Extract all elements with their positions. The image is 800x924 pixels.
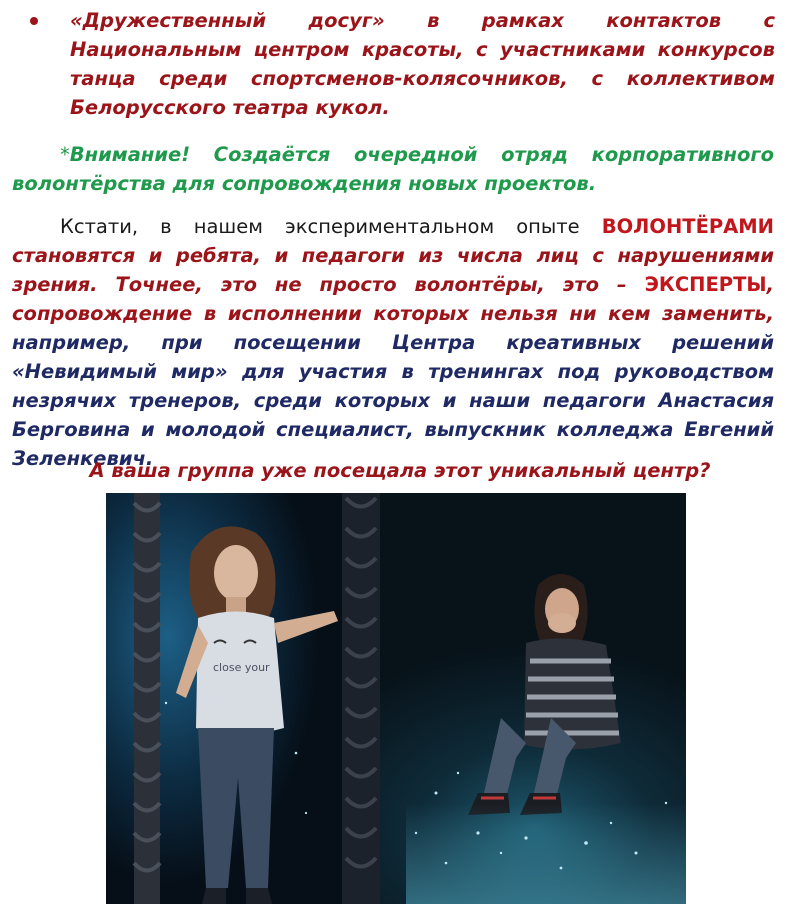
bullet-body: в рамках контактов с Национальным центром красоты, с участниками конкурсов танца среди спортсменов-колясочников, с коллективом Белорусского театра кукол. — [70, 9, 776, 119]
notice-asterisk: * — [60, 143, 70, 166]
main-part-2: , сопровождение в исполнении которых нельзя ни кем заменить, — [12, 273, 774, 325]
shirt-print-text: close your — [213, 661, 270, 674]
volunteers-word: ВОЛОНТЁРАМИ — [601, 215, 774, 238]
floor-glow — [406, 803, 686, 904]
photo-invisible-world — [106, 493, 686, 904]
question-heading: А ваша группа уже посещала этот уникальный центр? — [89, 459, 711, 482]
bullet-dot-icon — [30, 17, 38, 25]
bullet-text — [70, 6, 775, 122]
main-part-1: становятся и ребята, и педагоги из числа лиц с нарушениями зрения. Точнее, это не просто волонтёры, это – — [12, 244, 774, 296]
bullet-quote: «Дружественный досуг» — [70, 9, 385, 32]
notice-text: Внимание! Создаётся очередной отряд корпоративного волонтёрства для сопровождения новых проектов. — [12, 143, 774, 195]
rope-left — [134, 493, 160, 904]
main-lead: Кстати, в нашем экспериментальном опыте — [60, 215, 602, 238]
main-paragraph — [12, 212, 774, 473]
experts-word: ЭКСПЕРТЫ — [644, 273, 767, 296]
main-part-3: например, при посещении Центра креативных решений «Невидимый мир» для участия в тренингах под руководством незрячих тренеров, среди которых и наши педагоги Анастасия Берговина и молодой специалист, выпускник колледжа Евгений Зеленкевич. — [12, 331, 774, 470]
photo-illustration — [106, 493, 686, 904]
notice-paragraph — [12, 140, 774, 198]
